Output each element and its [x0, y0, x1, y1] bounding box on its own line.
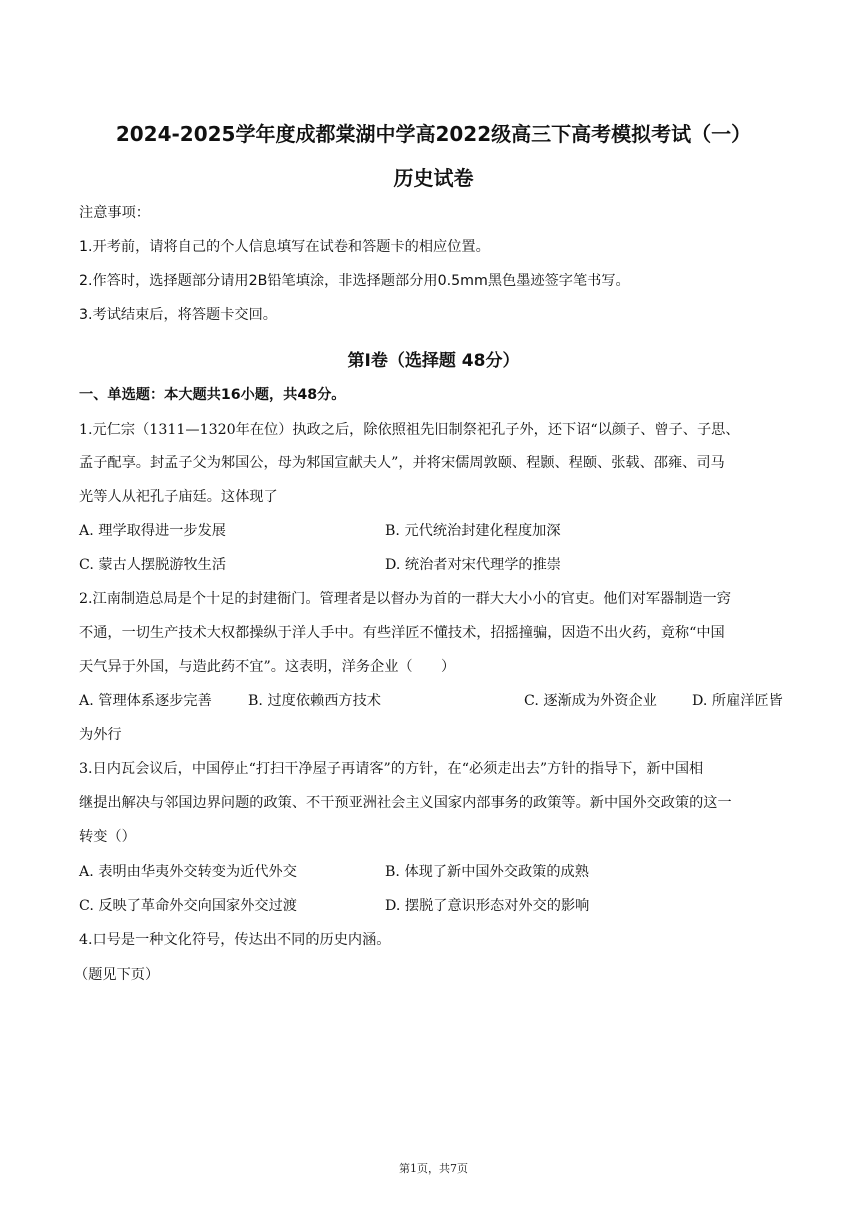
question-3-line: 转变（）	[79, 829, 136, 845]
question-2-option-c: C. 逐渐成为外资企业	[524, 693, 657, 709]
question-1-line: 光等人从祀孔子庙廷。这体现了	[79, 489, 278, 505]
question-3-line: 继提出解决与邻国边界问题的政策、不干预亚洲社会主义国家内部事务的政策等。新中国外交政策的这一	[79, 795, 732, 811]
question-2-option-b: B. 过度依赖西方技术	[248, 693, 381, 709]
subject-title: 历史试卷	[393, 166, 474, 190]
question-1-line: 1.元仁宗（1311—1320年在位）执政之后，除依照祖先旧制祭祀孔子外，还下诏“以颜子、曾子、子思、	[79, 422, 740, 438]
question-3-line: 3.日内瓦会议后，中国停止“打扫干净屋子再请客”的方针，在“必须走出去”方针的指导下，新中国相	[79, 761, 704, 777]
exam-title: 2024-2025学年度成都棠湖中学高2022级高三下高考模拟考试（一）	[115, 122, 752, 146]
question-3-option-b: B. 体现了新中国外交政策的成熟	[385, 864, 589, 880]
notice-item: 3.考试结束后，将答题卡交回。	[79, 307, 277, 323]
question-1-line: 孟子配享。封孟子父为邾国公，母为邾国宣献夫人”，并将宋儒周敦颐、程颢、程颐、张载、邵雍、司马	[79, 455, 725, 471]
question-1-option-b: B. 元代统治封建化程度加深	[385, 523, 561, 539]
section-title: 第Ⅰ卷（选择题 48分）	[347, 351, 520, 371]
question-2-line: 天气异于外国，与造此药不宜”。这表明，洋务企业（ ）	[79, 659, 456, 675]
question-2-line: 不通，一切生产技术大权都操纵于洋人手中。有些洋匠不懂技术，招摇撞骗，因造不出火药，竟称“中国	[79, 625, 725, 641]
page-footer: 第1页，共7页	[399, 1162, 468, 1175]
question-4-line: 4.口号是一种文化符号，传达出不同的历史内涵。	[79, 932, 391, 948]
question-3-option-a: A. 表明由华夷外交转变为近代外交	[79, 864, 297, 880]
question-1-option-c: C. 蒙古人摆脱游牧生活	[79, 557, 227, 573]
notice-item: 1.开考前，请将自己的个人信息填写在试卷和答题卡的相应位置。	[79, 239, 490, 255]
question-1-option-d: D. 统治者对宋代理学的推崇	[385, 557, 561, 573]
notice-heading: 注意事项：	[79, 205, 150, 221]
continue-note: （题见下页）	[74, 967, 160, 983]
part-heading: 一、单选题：本大题共16小题，共48分。	[79, 387, 346, 403]
question-3-option-c: C. 反映了革命外交向国家外交过渡	[79, 898, 297, 914]
question-2-option-a: A. 管理体系逐步完善	[79, 693, 212, 709]
notice-item: 2.作答时，选择题部分请用2B铅笔填涂，非选择题部分用0.5mm黑色墨迹签字笔书写。	[79, 273, 630, 289]
question-2-option-d-wrap: 为外行	[79, 727, 122, 743]
question-2-option-d: D. 所雇洋匠皆	[692, 693, 783, 709]
question-1-option-a: A. 理学取得进一步发展	[79, 523, 226, 539]
question-2-line: 2.江南制造总局是个十足的封建衙门。管理者是以督办为首的一群大大小小的官吏。他们对军器制造一窍	[79, 591, 731, 607]
question-3-option-d: D. 摆脱了意识形态对外交的影响	[385, 898, 590, 914]
